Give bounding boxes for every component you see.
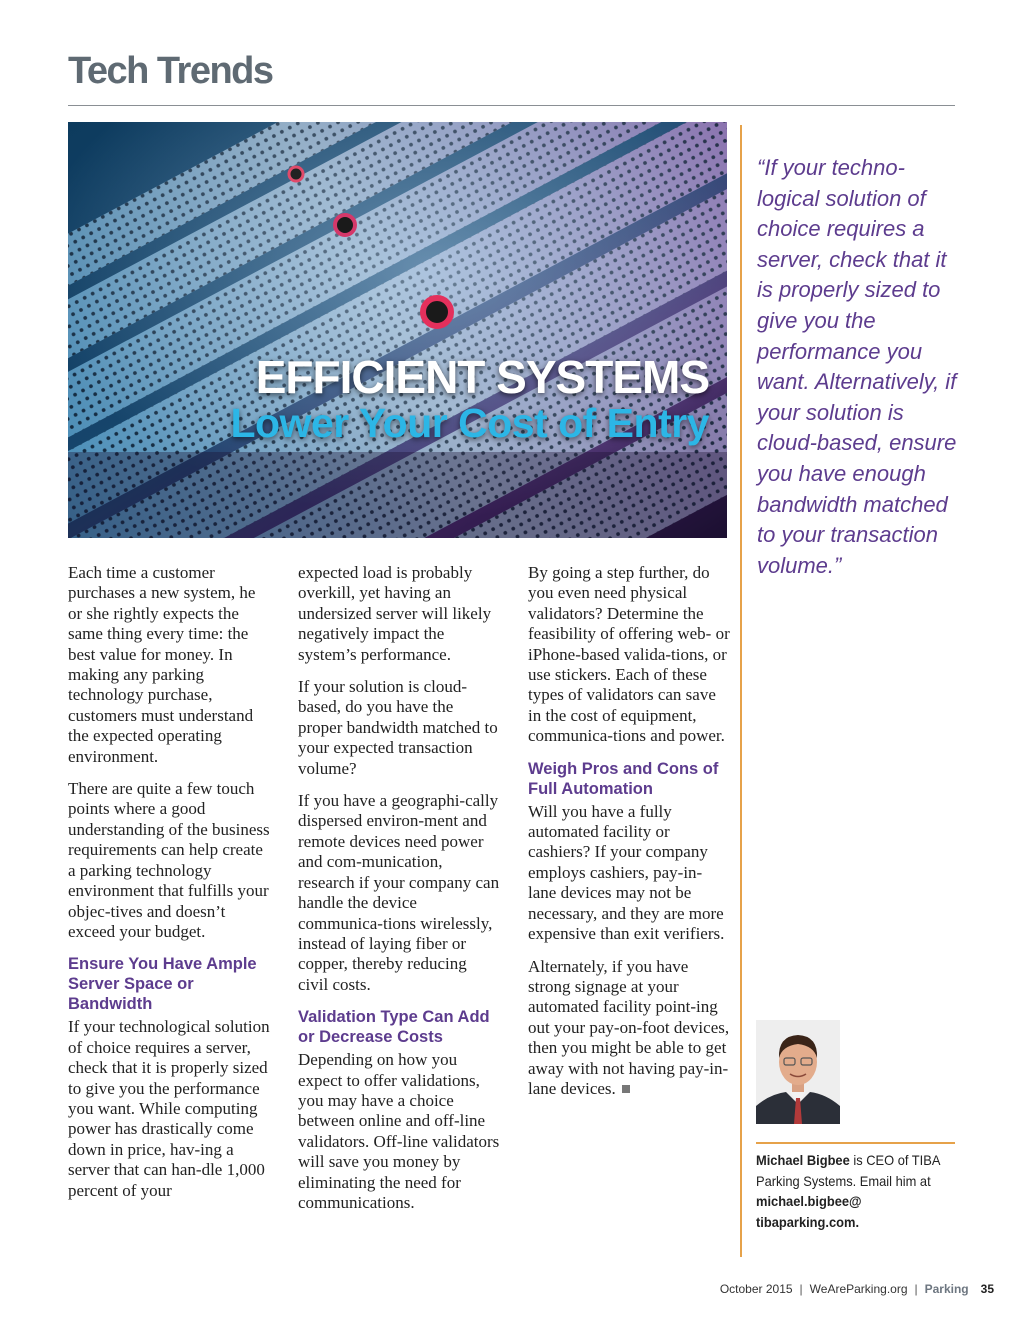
paragraph: expected load is probably overkill, yet having an undersized server will likely negatively impact the system’s performance. bbox=[298, 563, 492, 664]
author-role: is CEO of TIBA Parking Systems. Email him at bbox=[756, 1152, 940, 1189]
end-mark-icon bbox=[622, 1085, 630, 1093]
subheading: Ensure You Have Ample Server Space or Bandwidth bbox=[68, 955, 257, 1014]
paragraph: If you have a geographi-cally dispersed environ-ment and remote devices need power and com-munication, research if your company can handle the device communica-tions wirelessly, instead of laying fiber or copper, thereby reducing civil costs. bbox=[298, 791, 500, 994]
paragraph: Each time a customer purchases a new system, he or she rightly expects the same thing every time: the best value for money. In making any parking technology purchase, customers must understand the expected operating environment. bbox=[68, 563, 256, 766]
author-photo bbox=[756, 1020, 840, 1124]
hero-title: EFFICIENT SYSTEMS bbox=[255, 351, 709, 403]
footer-site: WeAreParking.org bbox=[809, 1282, 908, 1296]
hero-headline bbox=[68, 351, 709, 446]
hero-image bbox=[68, 122, 727, 538]
server-rack-illustration bbox=[68, 122, 727, 538]
paragraph: By going a step further, do you even need physical validators? Determine the feasibility of offering web- or iPhone-based valida-tions, or use stickers. Each of these types of validators can save in the cost of equipment, communica-tions and power. bbox=[528, 563, 730, 746]
footer-date: October 2015 bbox=[719, 1282, 793, 1296]
bio-divider bbox=[756, 1142, 955, 1144]
author-email: michael.bigbee@ tibaparking.com. bbox=[756, 1193, 862, 1230]
title-divider bbox=[68, 105, 955, 106]
footer-magazine: Parking bbox=[924, 1282, 969, 1296]
footer-separator: | bbox=[799, 1282, 803, 1296]
paragraph: There are quite a few touch points where a good understanding of the business requirements can help create a parking technology environment that fulfills your objec-tives and doesn’t exceed your budget. bbox=[68, 779, 270, 941]
article-column-1 bbox=[68, 563, 270, 1213]
article-column-3 bbox=[528, 563, 730, 1111]
paragraph: If your technological solution of choice requires a server, check that it is properly sized to give you the performance you want. While computing power has drastically come down in price, hav-ing a server that can han-dle 1,000 percent of your bbox=[68, 1017, 270, 1200]
article-column-2 bbox=[298, 563, 500, 1225]
subheading: Weigh Pros and Cons of Full Automation bbox=[528, 759, 719, 798]
paragraph-text: Alternately, if you have strong signage at your automated facility point-ing out your pay-on-foot devices, then you might be able to get away with not having pay-in-lane devices. bbox=[528, 956, 730, 1098]
author-portrait bbox=[756, 1020, 840, 1124]
pull-quote: “If your techno-logical solution of choice requires a server, check that it is properly sized to give you the performance you want. Alternatively, if your solution is cloud-based, ensure you have enough bandwidth matched to your transaction volume.” bbox=[757, 155, 957, 578]
author-bio bbox=[756, 1150, 940, 1232]
paragraph bbox=[528, 957, 730, 1100]
paragraph: Will you have a fully automated facility or cashiers? If your company employs cashiers, pay-in-lane devices may not be necessary, and they are more expensive than exit verifiers. bbox=[528, 801, 725, 944]
subheading: Validation Type Can Add or Decrease Costs bbox=[298, 1008, 490, 1047]
sidebar-divider bbox=[740, 125, 742, 1257]
paragraph: Depending on how you expect to offer validations, you may have a choice between online and off-line validators. Off-line validators will save you money by eliminating the need for communications. bbox=[298, 1050, 500, 1212]
section-title: Tech Trends bbox=[68, 50, 273, 92]
author-name: Michael Bigbee bbox=[756, 1152, 850, 1168]
paragraph: If your solution is cloud-based, do you have the proper bandwidth matched to your expected transaction volume? bbox=[298, 677, 498, 778]
page-footer bbox=[720, 1282, 994, 1296]
footer-separator: | bbox=[914, 1282, 918, 1296]
hero-subtitle: Lower Your Cost of Entry bbox=[230, 399, 709, 446]
page-number: 35 bbox=[980, 1282, 994, 1296]
